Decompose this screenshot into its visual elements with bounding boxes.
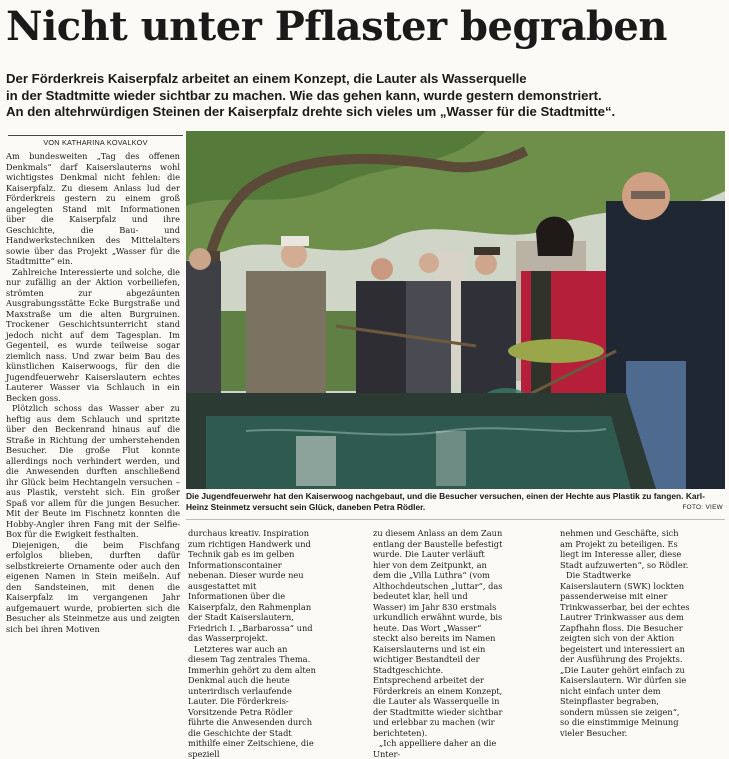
paragraph: zu diesem Anlass an dem Zaun entlang der Baustelle befestigt wurde. Die Lauter verläuft hier von dem Zeitpunkt, an dem die „Villa Luthra“ (vom Althochdeutschen „luttar“, das bedeutet klar, hell und Wasser) im Jahr 830 erstmals urkundlich erwähnt wurde, bis heute. Das Wort „Wasser“ steckt also bereits im Namen Kaiserslauterns und ist ein wichtiger Bestandteil der Stadtgeschichte. Entsprechend arbeitet der Förderkreis an einem Konzept, die Lauter als Wasserquelle in der Stadtmitte wieder sichtbar und erlebbar zu machen (wir berichteten).	[373, 528, 503, 738]
byline: VON KATHARINA KOVALKOV	[8, 135, 183, 147]
paragraph: nehmen und Geschäfte, sich am Projekt zu beteiligen. Es liegt im Interesse aller, diese Stadt aufzuwerten“, so Rödler.	[560, 528, 690, 570]
article-column-3	[373, 528, 503, 738]
person	[356, 281, 411, 396]
person-head	[419, 253, 439, 273]
paragraph: „Ich appelliere daher an die Unter-	[373, 738, 503, 759]
paragraph: Diejenigen, die beim Fischfang erfolglos blieben, durften dafür selbstkreierte Ornamente oder auch den eigenen Namen in Stein meißeln. Auf den Sandsteinen, mit denen die Kaiserpfalz im vergangenen Jahr aufgemauert wurde, probierten sich die Besucher als Steinmetze aus und zeigten sich bei ihren Motiven	[6, 540, 180, 635]
plastic-pike	[508, 339, 604, 363]
cap	[281, 236, 309, 246]
deck-line: Der Förderkreis Kaiserpfalz arbeitet an einem Konzept, die Lauter als Wasserquelle	[6, 71, 722, 88]
person-head	[475, 253, 497, 275]
person	[186, 261, 221, 401]
deck-line: in der Stadtmitte wieder sichtbar zu machen. Wie das gehen kann, wurde gestern demonstriert.	[6, 88, 722, 105]
article-photo	[186, 131, 725, 489]
photo-illustration	[186, 131, 725, 489]
water-reflection	[296, 436, 336, 486]
person	[461, 281, 516, 401]
deck	[6, 71, 722, 121]
headline: Nicht unter Pflaster begraben	[6, 4, 726, 50]
paragraph: Plötzlich schoss das Wasser aber zu heftig aus dem Schlauch und spritzte über den Beckenrand hinaus auf die Straße in Richtung der umherstehenden Besucher. Die große Flut konnte allerdings noch verhindert werden, und die Anwesenden durften anschließend ihr Glück beim Hechtangeln versuchen – aus Plastik, versteht sich. Ein großer Spaß vor allem für die jungen Besucher. Mit der Beute im Fischnetz konnten die Hobby-Angler ihren Fang mit der Selfie-Box für die Ewigkeit festhalten.	[6, 403, 180, 540]
deck-line: An den altehrwürdigen Steinen der Kaiserpfalz drehte sich vieles um „Wasser für die Stadtmitte“.	[6, 104, 722, 121]
paragraph: durchaus kreativ. Inspiration zum richtigen Handwerk und Technik gab es im gelben Informationscontainer nebenan. Dieser wurde neu ausgestattet mit Informationen über die Kaiserpfalz, den Rahmenplan der Stadt Kaiserslautern, Friedrich I. „Barbarossa“ und das Wasserprojekt.	[188, 528, 318, 644]
person-head	[371, 258, 393, 280]
person	[246, 271, 326, 401]
article-column-2	[188, 528, 318, 738]
paragraph: Zahlreiche Interessierte und solche, die nur zufällig an der Aktion vorbeiliefen, strömten zur abgezäunten Ausgrabungsstätte Ecke Burgstraße und Maxstraße um die alten Burgruinen. Trockener Geschichtsunterricht stand jedoch nicht auf dem Tagesplan. Im Gegenteil, es wurde teilweise sogar ziemlich nass. Und zwar beim Bau des künstlichen Kaiserwoogs, für den die Jugendfeuerwehr Kaiserslautern echtes Lauterer Wasser via Schlauch in ein Becken goss.	[6, 267, 180, 404]
photo-credit: FOTO: VIEW	[682, 502, 723, 513]
hat	[474, 247, 500, 255]
glasses	[631, 191, 665, 199]
article-column-1	[6, 151, 180, 736]
photo-caption	[186, 491, 725, 513]
paragraph: Am bundesweiten „Tag des offenen Denkmals“ darf Kaiserslauterns wohl wichtigstes Denkmal nicht fehlen: die Kaiserpfalz. Zu diesem Anlass lud der Förderkreis gestern zu einem groß angelegten Stand mit Informationen über die Kaiserpfalz und ihre Geschichte, die Bau- und Handwerkstechniken des Mittelalters sowie über das Projekt „Wasser für die Stadtmitte“ ein.	[6, 151, 180, 267]
divider	[186, 519, 725, 520]
water-reflection	[436, 431, 466, 486]
paragraph: Letzteres war auch an diesem Tag zentrales Thema. Immerhin gehört zu dem alten Denkmal auch die heute unterirdisch verlaufende Lauter. Die Förderkreis-Vorsitzende Petra Rödler führte die Anwesenden durch die Geschichte der Stadt mithilfe einer Zeitschiene, die speziell	[188, 644, 318, 759]
caption-text: Die Jugendfeuerwehr hat den Kaiserwoog nachgebaut, und die Besucher versuchen, einen der Hechte aus Plastik zu fangen. Karl-Heinz Steinmetz versucht sein Glück, daneben Petra Rödler.	[186, 491, 705, 512]
article-column-4	[560, 528, 690, 738]
paragraph: Die Stadtwerke Kaiserslautern (SWK) lockten passenderweise mit einer Trinkwasserbar, bei der echtes Lautrer Trinkwasser aus dem Zapfhahn floss. Die Besucher zeigten sich von der Aktion begeistert und interessiert an der Ausführung des Projekts. „Die Lauter gehört einfach zu Kaiserslautern. Wir dürfen sie nicht einfach unter dem Steinpflaster begraben, sondern müssen sie zeigen“, so die einstimmige Meinung vieler Besucher.	[560, 570, 690, 738]
pond-water	[206, 416, 631, 489]
person-head	[189, 248, 211, 270]
